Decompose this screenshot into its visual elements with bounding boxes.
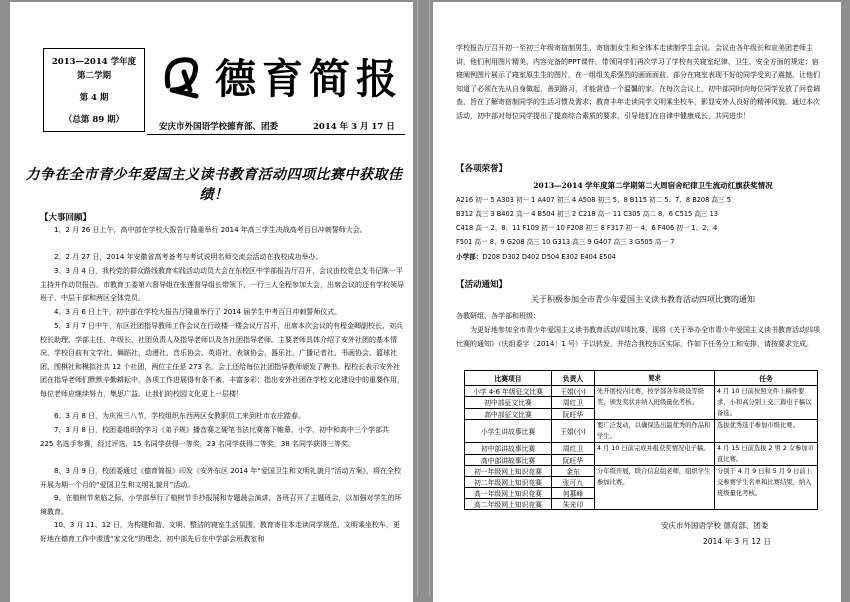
requirement-cell: 先开展校内比赛，按学部各年级设等级奖，颁发奖状并纳入班级量化考核。 — [595, 386, 715, 420]
notice-heading: 【活动通知】 — [456, 280, 508, 290]
event-item: 10、3 月 11、12 日，为构建和谐、文明、整洁的寝室生活氛围，教育寄住本走读同学规范、文明乘坐校车，更好地在德育工作中渗透“家文化”的理念，初中部先后在中学部会班教室和 — [40, 521, 400, 543]
item-cell: 小学生讲故事比赛 — [465, 420, 552, 443]
person-cell: 王娟(小) — [552, 386, 595, 397]
item-cell: 高中部征文比赛 — [465, 408, 552, 419]
honors-heading: 【各项荣誉】 — [456, 164, 508, 174]
right-page — [433, 2, 841, 602]
person-cell: 张可九 — [552, 477, 595, 488]
table-row — [465, 386, 818, 397]
notice-greeting: 各教研组、各学部和班级： — [456, 312, 540, 320]
honors-title: 2013—2014 学年度第二学期第二大周宿舍纪律卫生流动红旗获奖情况 — [533, 181, 773, 190]
event-item: 9、在植树节来临之际，小学部举行了植树节手抄报展和专题晨会演讲，各班召开了主题班会，以加强对学生的环境教育。 — [40, 494, 402, 516]
person-cell: 王娟(小) — [552, 420, 595, 443]
task-cell: 分别于 4 月 9 日和 5 月 9 日前上交参赛学生名单和比赛结果，纳入班级量化考核。 — [715, 466, 818, 510]
item-cell: 小学 4-6 年级征文比赛 — [465, 386, 552, 397]
task-cell: 4 月 10 日前按照文件上稿件要求，小和高分别上交三篇电子稿以备选。 — [715, 386, 818, 420]
right-intro: 学校报告厅召开初一至初三年级寄宿制男生、寄宿制女生和全体本走读制学生会议。会议由各年级长和宣美团老师主讲，他们利用图片精美、内容完备的PPT课件，带领同学们再次学习了学校有关寝室纪律、卫生、安全方面的规定；宿寝阐例图片展示了寝室原生生的图片，在一组组关系强烈的画面面前，部分在寝室表现不好的同学受到了震撼，让他们知道了必须在先从自身做起，善到路习，才能营造一个温馨的家。在每次会议上，初中部同时向每位同学发放了问卷调查，旨在了解寄宿制同学的生活习惯及需求；教育丰年走读同学文明乘坐校车，影显安外人良好的精神风貌。通过本次活动，初中部对每位同学提出了提高综合素质的要求，引导他们在自律中健康成长，共同进步！ — [456, 44, 820, 120]
table-header-row — [465, 371, 818, 386]
org-name: 安庆市外国语学校德育部、团委 — [159, 122, 279, 132]
event-item: 8、3 月 9 日，校团委通过《德育简报》印发《安外东区 2014 年“爱国卫生和文明礼貌月”活动方案》，将在全校开展为期一个月的“爱国卫生和文明礼貌月”活动。 — [40, 467, 402, 489]
person-cell: 朱光印 — [552, 499, 595, 510]
item-cell: 高一年级网上知识竞赛 — [465, 488, 552, 499]
requirement-cell: 分年级开展，联合信息组老师，组织学生参加比赛。 — [595, 466, 715, 510]
event-item: 6、3 月 8 日，为庆祝三八节，学校组织东西两区女教职员工来到杜市农庄踏春。 — [54, 412, 306, 420]
person-cell: 周红卫 — [552, 443, 595, 455]
event-item: 2、2 月 27 日，2014 年安徽省高考备考与考试说明名师交流会活动在我校成功举办。 — [54, 253, 323, 261]
item-cell: 初中部讲故事比赛 — [465, 443, 552, 455]
header-subline — [147, 120, 405, 135]
honors-primary-row — [456, 251, 821, 265]
honors-row: A216 初一 5 A303 初一 1 A407 初三 4 A508 初三 5、8 B115 初二 5、7、8 B208 高三 5 — [456, 196, 731, 204]
event-item: 4、3 月 6 日上午，初中部在学校大报告厅隆重举行了 2014 届学生中考百日冲刺誓师仪式。 — [54, 308, 342, 316]
person-cell: 周红卫 — [552, 397, 595, 408]
task-cell: 4 月 15 日前选拔 2 男 2 女参加市直比赛。 — [715, 443, 818, 466]
item-cell: 初中部征文比赛 — [465, 397, 552, 408]
school-year: 2013—2014 学年度 — [51, 57, 137, 67]
honors-row: F501 高一 8、9 G208 高三 10 G313 高三 9 G407 高三 3 G505 高一 7 — [456, 238, 675, 246]
item-cell: 初一年级网上知识竞赛 — [465, 466, 552, 477]
item-cell: 初二年级网上知识竞赛 — [465, 477, 552, 488]
person-cell: 阮旺华 — [552, 408, 595, 419]
col-header: 要求 — [595, 371, 715, 386]
issue-date: 2014 年 3 月 17 日 — [313, 122, 395, 132]
page-gap-right — [429, 0, 430, 596]
signature-date: 2014 年 3 月 12 日 — [703, 537, 771, 546]
event-item: 1、2 月 26 日上午，高中部在学校大报告厅隆重举行 2014 年高三学生决战高考百日冲刺誓师大会。 — [54, 226, 367, 234]
honors-primary-label: 小学部： — [456, 253, 483, 261]
honors-row: B312 高三 3 B402 高一 4 B504 初三 2 C218 高一 11 C305 高二 8、6 C515 高三 13 — [456, 210, 719, 218]
person-cell: 阮旺华 — [552, 454, 595, 466]
person-cell: 何慕峰 — [552, 488, 595, 499]
signature-org: 安庆市外国语学校 德育部、团委 — [661, 521, 769, 530]
item-cell: 高中部讲故事比赛 — [465, 454, 552, 466]
newsletter-title: 德育简报 — [215, 55, 403, 103]
page-gap-left — [417, 0, 418, 596]
honors-primary-values: D208 D302 D402 D504 E302 E404 E504 — [482, 253, 616, 261]
col-header: 任务 — [715, 371, 818, 386]
semester: 第二学期 — [76, 71, 111, 81]
notice-title: 关于积极参加全市青少年爱国主义读书教育活动四项比赛的通知 — [531, 295, 755, 304]
event-item: 3、3 月 4 日，我校党的群众路线教育实践活动动员大会在东校区中学部报告厅召开，会议由校党总支书记陈一平主持并作动员报告。市教育工委第六督导组在张莲督导组长带领下，一行三人全程参加大会，出席会议的还有学校领导班子、中层干部和两区全体党员。 — [40, 267, 404, 302]
table-row — [465, 443, 818, 455]
col-header: 比赛项目 — [465, 371, 552, 386]
item-cell: 高二年级网上知识竞赛 — [465, 499, 552, 510]
requirement-cell: 4 月 10 日前完成并报获奖情况电子稿。 — [595, 443, 715, 466]
requirement-cell: 要广泛发动，以确保选出最优秀的作品和学生。 — [595, 420, 715, 443]
competition-table — [464, 370, 818, 510]
total-issue: （总第 89 期） — [63, 115, 125, 125]
headline: 力争在全市青少年爱国主义读书教育活动四项比赛中获取佳绩！ — [25, 167, 403, 203]
issue-number: 第 4 期 — [79, 93, 109, 103]
honors-row: C418 高一 2、8、11 F109 初一 10 F208 初三 8 F317 初一 4、6 F406 初一 1、2、4 — [456, 224, 718, 232]
event-item: 5、3 月 7 日中午，东区社团指导教师工作会议在行政楼一楼会议厅召开，出席本次会议的有程金卿副校长、刘兵校长助理、学部主任、年级长、社团负责人及指导老师以及各社团指导老师。主要老师具体介绍了安外社团的基本情况，学校目前有文学社、舞蹈社、动漫社、音乐协会、英语社、表演协会、器乐社、广播记者社、书画协会、篮球社团、围棋社和模拟社共 12 个社团，两位主任是 273 名。会上还给每位社团指导教师颁发了聘书。程校长表示安外社团在指导老师们默默辛勤耕耘中，各项工作进展得有条不紊，丰富多彩；指出安外社团在学校文化建设中的重要作用，每位老师应继续努力，集思广益，让我们的校园文化更上一层楼！ — [40, 322, 404, 398]
notice-body: 为更好地参加全市青少年爱国主义读书教育活动四项比赛，现将《关于举办全市青少年爱国主义读书教育活动四项比赛的通知》（庆组委字〔2014〕1 号）予以转发，并结合我校东区实际，作如下任务分工和安排，请按要求完成。 — [456, 326, 820, 348]
table-row — [465, 466, 818, 477]
table-row — [465, 420, 818, 443]
task-cell: 选拔优秀选手参加市级比赛。 — [715, 420, 818, 443]
left-page — [10, 2, 413, 602]
issue-info-box — [43, 48, 145, 132]
person-cell: 金东 — [552, 466, 595, 477]
events-heading: 【大事回顾】 — [40, 213, 92, 223]
event-item: 7、3 月 8 日，校团委组织的学习《弟子规》播音赛之硬笔书法比赛落下帷幕，小学、初中和高中三个学部共 225 名选手参赛，经过评选，15 名同学获得一等奖，23 名同学获得二等奖，38 名同学获得三等奖。 — [40, 426, 390, 448]
col-header: 负责人 — [552, 371, 595, 386]
